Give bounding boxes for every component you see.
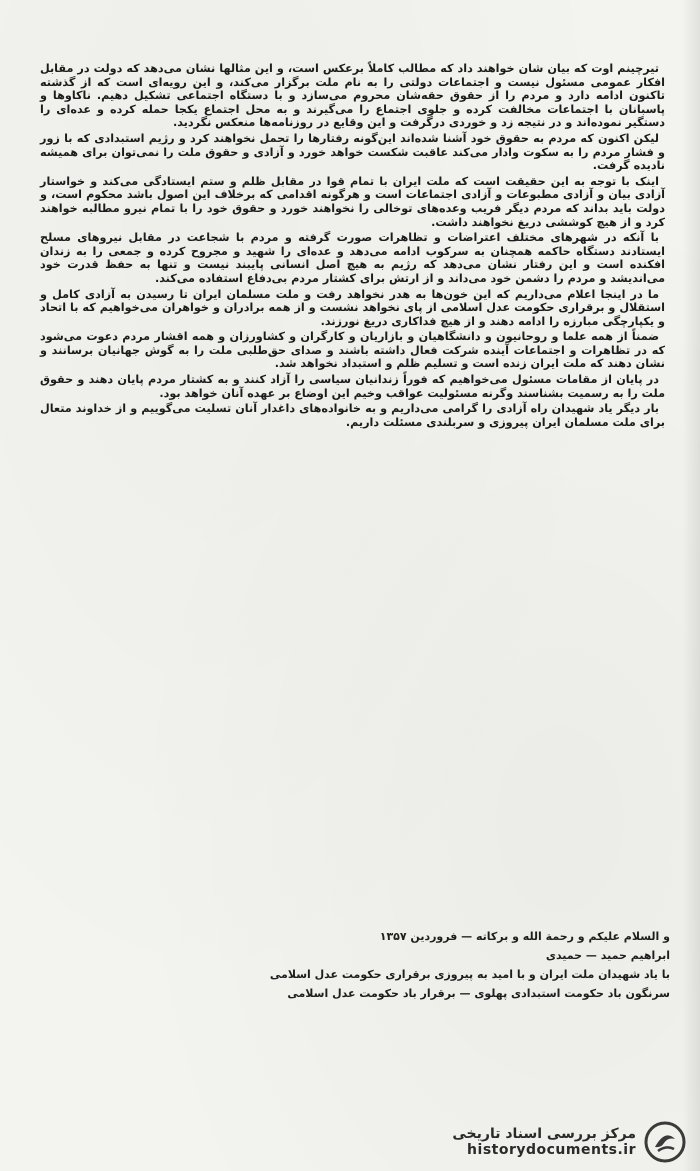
postscript: با یاد شهیدان ملت ایران و با امید به پیروزی برقراری حکومت عدل اسلامی: [269, 968, 670, 981]
final-line: سرنگون باد حکومت استبدادی پهلوی — برقرار باد حکومت عدل اسلامی: [287, 987, 670, 1000]
signature-block: [110, 930, 670, 1006]
archive-watermark: [386, 1120, 686, 1164]
signature: ابراهیم حمید — حمیدی: [545, 949, 670, 962]
paragraph: تیرچینم اوت که بیان شان خواهند داد که مطالب کاملاً برعکس است، و این مثالها نشان می‌دهد که دولت در مقابل افکار عمومی مسئول نیست و اجتماعات دولتی را به نام ملت برگزار می‌کند، و این رویه‌ای است که از گذشته تاکنون ادامه دارد و مردم را از حقوق حقه‌شان محروم می‌سازد و با دستگاه اجتماعی تشکیل دهیم. ناکاوها و پاسبانان با اجتماعات مخالفت کرده و جلوی اجتماع را می‌گیرند و به محل اجتماع یکجا حمله کرده و عده‌ای را دستگیر نموده‌اند و در نتیجه زد و خوردی درگرفت و این وقایع در روزنامه‌ها منعکس نگردید.: [40, 62, 665, 130]
paragraph: در پایان از مقامات مسئول می‌خواهیم که فوراً زندانیان سیاسی را آزاد کنند و به کشتار مردم پایان دهند و حقوق ملت را به رسمیت بشناسند وگرنه مسئولیت عواقب وخیم این اوضاع بر عهده آنان خواهد بود.: [40, 373, 665, 400]
page-edge-shadow: [682, 0, 700, 1171]
paragraph: بار دیگر یاد شهیدان راه آزادی را گرامی می‌داریم و به خانواده‌های داغدار آنان تسلیت می‌گوییم و از خداوند متعال برای ملت مسلمان ایران پیروزی و سربلندی مسئلت داریم.: [40, 402, 665, 429]
paragraph: اینک با توجه به این حقیقت است که ملت ایران با تمام قوا در مقابل ظلم و ستم ایستادگی می‌کند و خواستار آزادی بیان و آزادی مطبوعات و آزادی اجتماعات است و هرگونه اقدامی که برخلاف این اصول باشد محکوم است، و دولت باید بداند که مردم دیگر فریب وعده‌های توخالی را نخواهند خورد و حقوق خود را با تمام نیرو مطالبه خواهند کرد و از هیچ کوششی دریغ نخواهند داشت.: [40, 174, 665, 229]
paragraph: ضمناً از همه علما و روحانیون و دانشگاهیان و بازاریان و کارگران و کشاورزان و همه اقشار مردم دعوت می‌شود که در تظاهرات و اجتماعات آینده شرکت فعال داشته باشند و صدای حق‌طلبی ملت را به گوش جهانیان برسانند و نشان دهند که ملت ایران زنده است و تسلیم ظلم و استبداد نخواهد شد.: [40, 330, 665, 371]
paragraph: لیکن اکنون که مردم به حقوق خود آشنا شده‌اند این‌گونه رفتارها را تحمل نخواهند کرد و رژیم استبدادی که با زور و فشار مردم را به سکوت وادار می‌کند عاقبت شکست خواهد خورد و آزادی و حقوق ملت را نمی‌توان برای همیشه نادیده گرفت.: [40, 131, 665, 173]
watermark-title: مرکز بررسی اسناد تاریخی: [452, 1126, 636, 1142]
watermark-url: historydocuments.ir: [467, 1142, 636, 1158]
document-body: [40, 62, 665, 431]
paragraph: با آنکه در شهرهای مختلف اعتراضات و تظاهرات صورت گرفته و مردم با شجاعت در مقابل نیروهای مسلح ایستادند دستگاه حاکمه همچنان به سرکوب ادامه می‌دهد و عده‌ای را شهید و مجروح کرده و جمعی را به زندان افکنده است و این رفتار نشان می‌دهد که رژیم به هیچ اصل انسانی پایبند نیست و تنها به حفظ قدرت خود می‌اندیشد و مردم را دشمن خود می‌داند و از ارتش برای کشتار مردم بی‌دفاع استفاده می‌کند.: [40, 231, 665, 285]
closing-line: و السلام علیکم و رحمة الله و برکاته — فروردین ۱۳۵۷: [379, 930, 670, 943]
archive-logo-icon: [644, 1121, 686, 1163]
watermark-text: [452, 1126, 636, 1158]
paragraph: ما در اینجا اعلام می‌داریم که این خون‌ها به هدر نخواهد رفت و ملت مسلمان ایران تا رسیدن به آزادی کامل و استقلال و برقراری حکومت عدل اسلامی از پای نخواهد نشست و از همه برادران و خواهران می‌خواهیم که با اتحاد و یکپارچگی مبارزه را ادامه دهند و از هیچ فداکاری دریغ نورزند.: [40, 287, 665, 328]
